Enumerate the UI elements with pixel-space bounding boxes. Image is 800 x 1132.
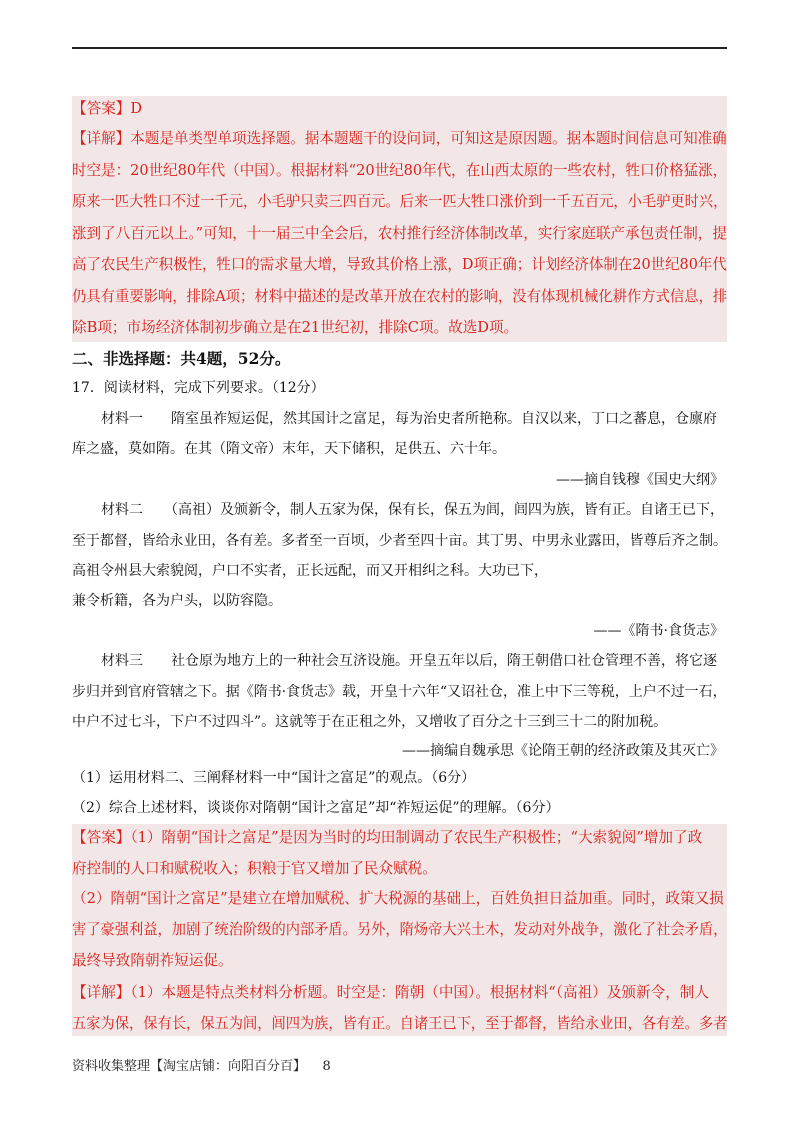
material3-line: 中户不过七斗，下户不过四斗”。这就等于在正租之外，又增收了百分之十三到三十二的附加税。 xyxy=(72,714,668,730)
material2-line: 至于都督，皆给永业田，各有差。多者至一百顷，少者至四十亩。其丁男、中男永业露田，皆尊后齐之制。 xyxy=(72,533,727,549)
material2-line: 材料二 （高祖）及颁新令，制人五家为保，保有长，保五为闾，闾四为族，皆有正。自诸王已下， xyxy=(101,502,724,518)
answer17-line: 府控制的人口和赋税收入；积粮于官又增加了民众赋税。 xyxy=(72,860,437,877)
section-heading: 二、非选择题：共4题，52分。 xyxy=(72,349,291,368)
detail-line: 时空是：20世纪80年代（中国）。根据材料“20世纪80年代，在山西太原的一些农村，牲口价格猛涨， xyxy=(72,162,728,179)
answer17-line: 最终导致隋朝祚短运促。 xyxy=(72,952,233,969)
header-rule xyxy=(72,47,727,49)
material2-line: 高祖令州县大索貌阅，户口不实者，正长远配，而又开相纠之科。大功已下， xyxy=(72,563,548,579)
detail-line: 【详解】本题是单类型单项选择题。据本题题干的设问词，可知这是原因题。据本题时间信息可知准确 xyxy=(72,130,727,147)
answer-line xyxy=(72,99,142,119)
detail17-line: 【详解】（1）本题是特点类材料分析题。时空是：隋朝（中国）。根据材料“（高祖）及颁新令，制人 xyxy=(72,984,709,1001)
detail-line: 除B项；市场经济体制初步确立是在21世纪初，排除C项。故选D项。 xyxy=(72,319,519,336)
material1-line: 材料一 隋室虽祚短运促，然其国计之富足，每为治史者所艳称。自汉以来，丁口之蕃息，仓廪府 xyxy=(101,411,717,427)
sub-question-1: （1）运用材料二、三阐释材料一中“国计之富足”的观点。（6分） xyxy=(72,770,476,786)
answer-value: D xyxy=(130,100,143,117)
material3-source: ——摘编自魏承思《论隋王朝的经济政策及其灭亡》 xyxy=(402,743,724,759)
answer17-line: 【答案】（1）隋朝“国计之富足”是因为当时的均田制调动了农民生产积极性；“大索貌阅”增加了政 xyxy=(72,829,703,846)
detail-line: 原来一匹大牲口不过一千元，小毛驴只卖三四百元。后来一匹大牲口涨价到一千五百元，小毛驴更时兴， xyxy=(72,193,728,210)
footer-text: 资料收集整理【淘宝店铺：向阳百分百】 xyxy=(72,1059,307,1074)
answer17-line: 害了豪强利益，加剧了统治阶级的内部矛盾。另外，隋炀帝大兴土木，发动对外战争，激化了社会矛盾， xyxy=(72,921,728,938)
detail-line: 高了农民生产积极性，牲口的需求量大增，导致其价格上涨，D项正确；计划经济体制在20世纪80年代 xyxy=(72,256,727,273)
material2-source: ——《隋书·食货志》 xyxy=(593,623,724,639)
page-footer xyxy=(72,1055,331,1074)
answer-label: 【答案】 xyxy=(72,100,131,117)
material3-line: 步归并到官府管辖之下。据《隋书·食货志》载，开皇十六年“又诏社仓，准上中下三等税，上户不过一石， xyxy=(72,684,727,700)
question-stem: 17．阅读材料，完成下列要求。（12分） xyxy=(72,380,325,396)
detail-line: 仍具有重要影响，排除A项；材料中描述的是改革开放在农村的影响，没有体现机械化耕作方式信息，排 xyxy=(72,288,728,305)
page-number: 8 xyxy=(322,1059,331,1074)
detail17-line: 五家为保，保有长，保五为闾，闾四为族，皆有正。自诸王已下，至于都督，皆给永业田，各有差。多者 xyxy=(72,1015,728,1032)
material1-source: ——摘自钱穆《国史大纲》 xyxy=(556,472,724,488)
detail-line: 涨到了八百元以上。”可知，十一届三中全会后，农村推行经济体制改革，实行家庭联产承包责任制，提 xyxy=(72,225,727,242)
sub-question-2: （2）综合上述材料，谈谈你对隋朝“国计之富足”却“祚短运促”的理解。（6分） xyxy=(72,800,560,816)
material3-line: 材料三 社仓原为地方上的一种社会互济设施。开皇五年以后，隋王朝借口社仓管理不善，将它逐 xyxy=(101,653,717,669)
material2-line: 兼令析籍，各为户头，以防容隐。 xyxy=(72,593,282,609)
answer17-line: （2）隋朝“国计之富足”是建立在增加赋税、扩大税源的基础上，百姓负担日益加重。同时，政策又损 xyxy=(72,890,724,907)
material1-line: 库之盛，莫如隋。在其（隋文帝）末年，天下储积，足供五、六十年。 xyxy=(72,441,506,457)
